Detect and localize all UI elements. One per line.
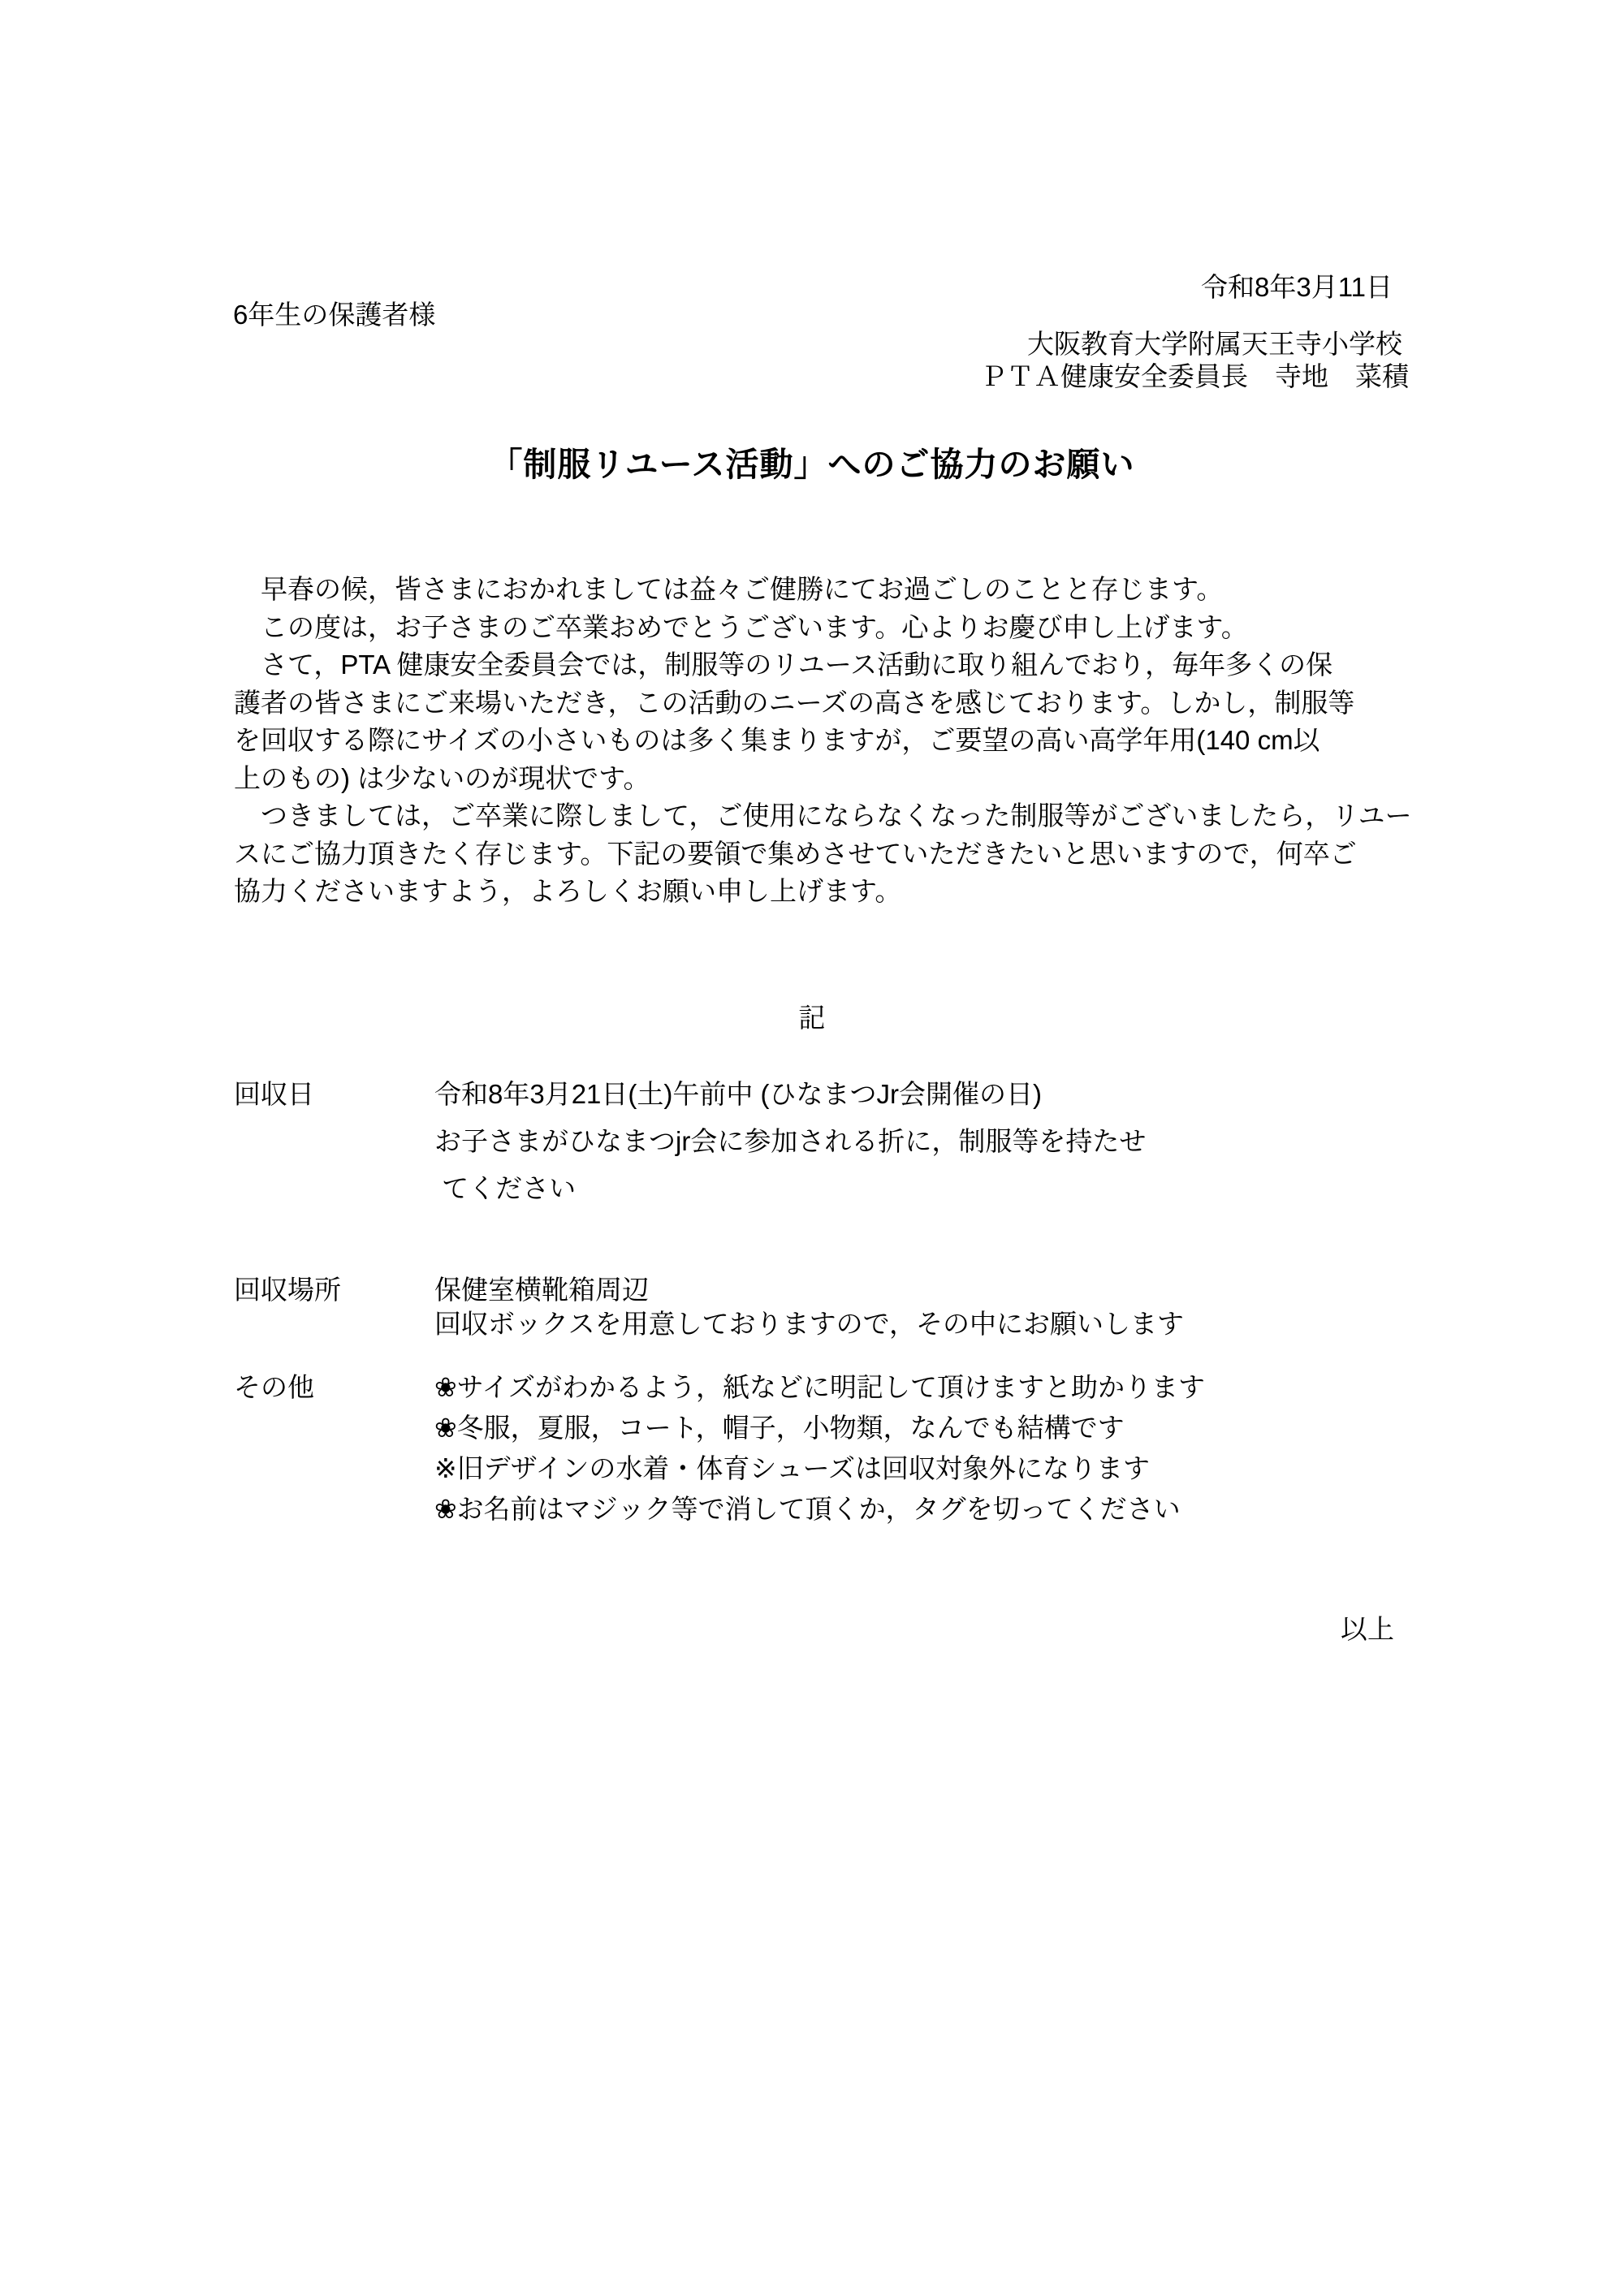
section-collection-place-content bbox=[434, 1273, 1184, 1341]
section-other-notes bbox=[234, 1367, 1205, 1530]
text-line: てください bbox=[434, 1173, 577, 1203]
section-other-notes-label: その他 bbox=[234, 1372, 314, 1402]
text-line: お子さまがひなまつjr会に参加される折に，制服等を持たせ bbox=[434, 1126, 1147, 1156]
notation-marker: 記 bbox=[798, 1003, 826, 1033]
section-collection-place-label: 回収場所 bbox=[234, 1275, 341, 1305]
section-other-notes-content bbox=[434, 1367, 1205, 1530]
text-line: 協力くださいますよう，よろしくお願い申し上げます。 bbox=[234, 876, 902, 906]
sender-school-name: 大阪教育大学附属天王寺小学校 bbox=[1027, 329, 1402, 359]
text-line: ❀お名前はマジック等で消して頂くか，タグを切ってください bbox=[434, 1494, 1181, 1524]
section-collection-date-label: 回収日 bbox=[234, 1079, 314, 1109]
section-collection-date-content bbox=[434, 1071, 1146, 1212]
text-line: ❀冬服，夏服，コート，帽子，小物類，なんでも結構です bbox=[434, 1413, 1125, 1443]
text-line: を回収する際にサイズの小さいものは多く集まりますが，ご要望の高い高学年用(140 cm以 bbox=[234, 725, 1320, 755]
text-line: この度は，お子さまのご卒業おめでとうございます。心よりお慶び申し上げます。 bbox=[234, 611, 1248, 642]
addressee: 6年生の保護者様 bbox=[233, 300, 436, 330]
sender-title-and-name: ＰＴＡ健康安全委員長 寺地 菜積 bbox=[980, 361, 1409, 391]
text-line: 令和8年3月21日(土)午前中 (ひなまつJr会開催の日) bbox=[434, 1079, 1043, 1109]
text-line: 早春の候，皆さまにおかれましては益々ご健勝にてお過ごしのことと存じます。 bbox=[234, 574, 1224, 604]
text-line: 護者の皆さまにご来場いただき，この活動のニーズの高さを感じております。しかし，制服等 bbox=[234, 687, 1355, 718]
text-line: ※旧デザインの水着・体育シューズは回収対象外になります bbox=[434, 1453, 1151, 1483]
document-date: 令和8年3月11日 bbox=[1201, 272, 1393, 302]
text-line: ❀サイズがわかるよう，紙などに明記して頂けますと助かります bbox=[434, 1372, 1206, 1402]
text-line: 保健室横靴箱周辺 bbox=[434, 1275, 649, 1305]
section-collection-date bbox=[234, 1071, 1146, 1212]
body-paragraphs bbox=[234, 571, 1412, 911]
section-collection-place bbox=[234, 1273, 1184, 1341]
text-line: 上のもの) は少ないのが現状です。 bbox=[234, 762, 650, 793]
text-line: スにご協力頂きたく存じます。下記の要領で集めさせていただきたいと思いますので，何卒ご bbox=[234, 838, 1357, 869]
text-line: つきましては，ご卒業に際しまして，ご使用にならなくなった制服等がございましたら，リユー bbox=[234, 801, 1412, 831]
text-line: さて，PTA 健康安全委員会では，制服等のリユース活動に取り組んでおり，毎年多くの保 bbox=[234, 650, 1333, 680]
document-title: 「制服リユース活動」へのご協力のお願い bbox=[489, 446, 1135, 483]
text-line: 回収ボックスを用意しておりますので，その中にお願いします bbox=[434, 1309, 1185, 1339]
closing-marker: 以上 bbox=[1341, 1614, 1394, 1644]
